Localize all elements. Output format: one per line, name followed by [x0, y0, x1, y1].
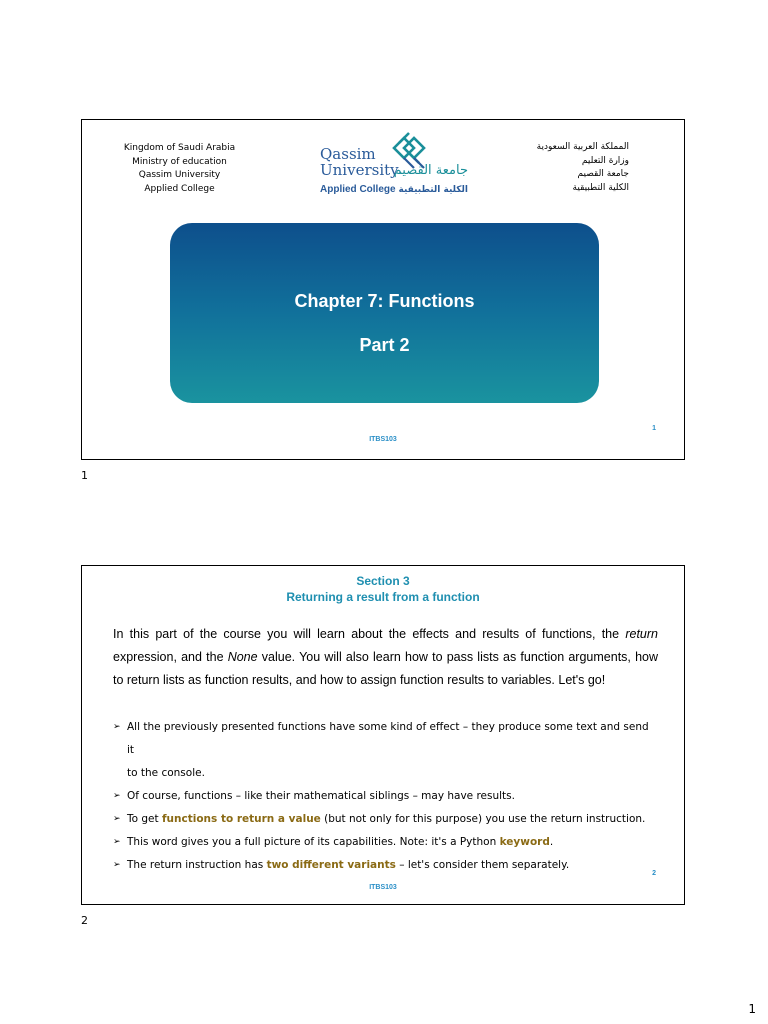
bullet-text: The return instruction has	[127, 859, 267, 871]
bullet-text: – let's consider them separately.	[395, 859, 570, 871]
list-item	[113, 808, 658, 831]
university-logo	[318, 132, 470, 196]
arrow-bullet-icon: ➢	[113, 814, 121, 824]
bullet-text: To get	[127, 813, 162, 825]
header-line: الكلية التطبيقية	[572, 182, 629, 193]
intro-text: In this part of the course you will learn about the effects and results of functions, the	[113, 627, 626, 641]
bullet-text: All the previously presented functions have some kind of effect – they produce some text and send it	[127, 721, 649, 756]
header-left-english	[122, 142, 237, 196]
chapter-title-box	[170, 223, 599, 403]
arrow-bullet-icon: ➢	[113, 860, 121, 870]
section-title: Returning a result from a function	[286, 590, 480, 604]
arrow-bullet-icon: ➢	[113, 837, 121, 847]
intro-text: value. You will also learn how to pass lists as function arguments, how to return lists as function results, and how to assign function results to variables. Let's go!	[113, 650, 658, 688]
page-number: 1	[748, 1002, 756, 1016]
slide-1	[81, 119, 685, 460]
section-heading	[82, 573, 684, 605]
header-line: جامعة القصيم	[577, 169, 629, 179]
bullet-highlight: two different variants	[266, 859, 396, 871]
bullet-text-continued: to the console.	[127, 767, 205, 779]
header-line: Kingdom of Saudi Arabia	[123, 143, 236, 153]
course-code-footer: ITBS103	[369, 884, 397, 891]
bullet-highlight: functions to return a value	[161, 813, 321, 825]
logo-sub-ar: الكلية التطبيقية	[398, 185, 468, 195]
slide-number: 2	[652, 870, 656, 877]
logo-name-line1: Qassim	[320, 145, 376, 163]
chapter-title: Chapter 7: Functions	[294, 291, 475, 311]
bullet-list	[113, 716, 658, 877]
slide-index-label: 2	[81, 914, 88, 927]
header-right-arabic	[509, 141, 629, 195]
bullet-text: This word gives you a full picture of its capabilities. Note: it's a Python	[127, 836, 500, 848]
intro-paragraph	[113, 623, 658, 693]
course-code-footer: ITBS103	[369, 436, 397, 443]
bullet-text: (but not only for this purpose) you use the return instruction.	[320, 813, 646, 825]
logo-sub-en: Applied College	[320, 184, 396, 195]
intro-text: expression, and the	[113, 650, 228, 665]
section-number: Section 3	[356, 574, 410, 588]
bullet-text: Of course, functions – like their mathematical siblings – may have results.	[127, 790, 515, 802]
bullet-text: .	[549, 836, 554, 848]
intro-emphasis-return: return	[625, 627, 658, 641]
header-line: المملكة العربية السعودية	[536, 142, 629, 152]
list-item	[113, 854, 658, 877]
header-line: وزارة التعليم	[581, 155, 629, 166]
logo-name-arabic: جامعة القصيم	[393, 163, 468, 178]
slide-number: 1	[652, 425, 656, 432]
header-line: Applied College	[144, 183, 215, 194]
slide-2	[81, 565, 685, 905]
chapter-part: Part 2	[359, 335, 410, 355]
header-line: Ministry of education	[132, 156, 227, 167]
list-item	[113, 831, 658, 854]
arrow-bullet-icon: ➢	[113, 722, 121, 732]
arrow-bullet-icon: ➢	[113, 791, 121, 801]
slide-index-label: 1	[81, 469, 88, 482]
intro-emphasis-none: None	[227, 650, 258, 665]
list-item	[113, 785, 658, 808]
list-item	[113, 716, 658, 785]
logo-name-line2: University	[320, 161, 399, 179]
header-line: Qassim University	[138, 170, 221, 180]
bullet-highlight: keyword	[499, 836, 550, 848]
